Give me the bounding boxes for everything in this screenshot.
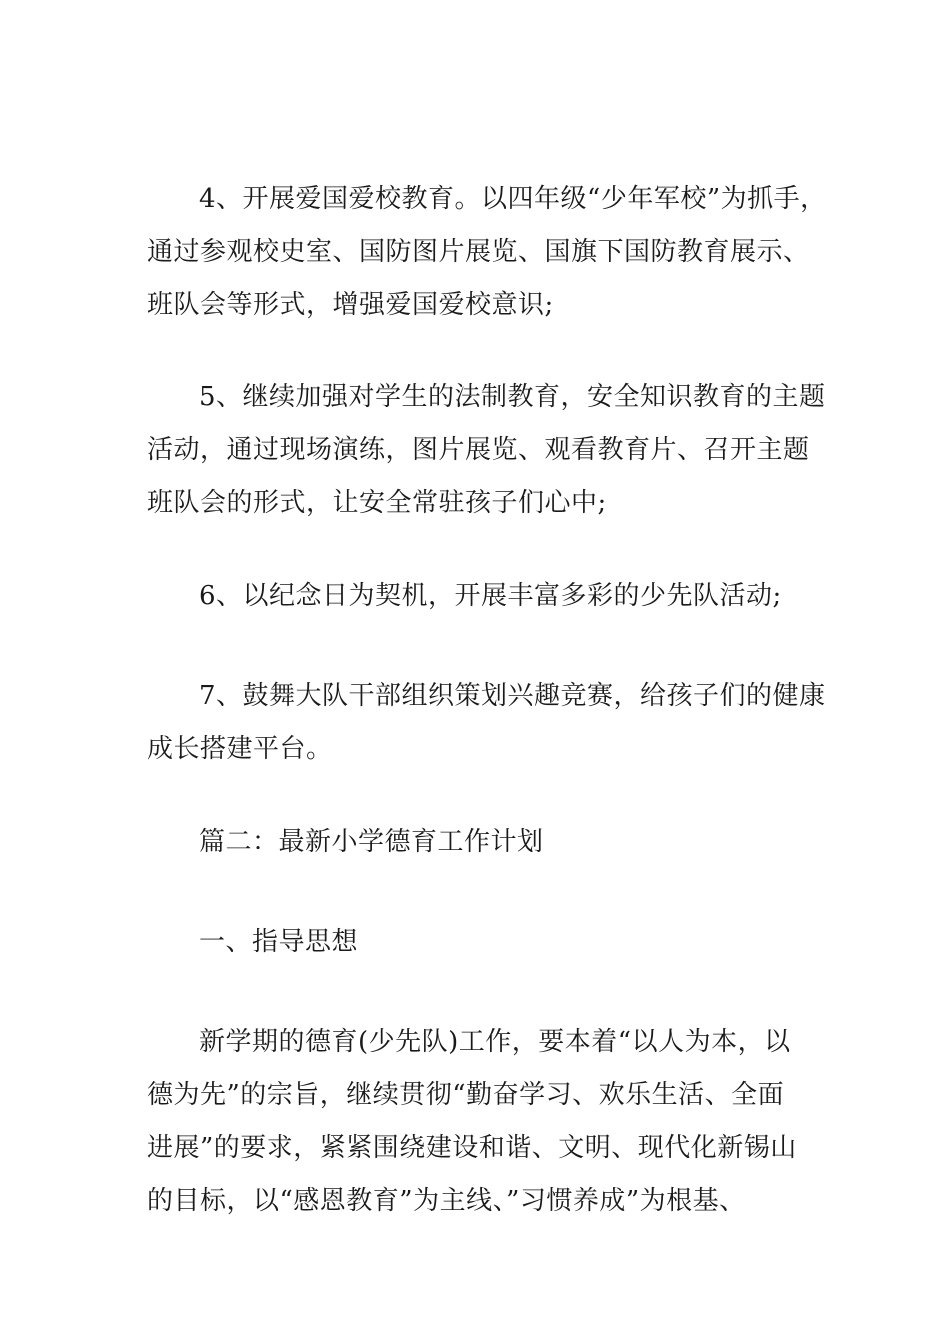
text-line: 班队会等形式，增强爱国爱校意识; [147, 290, 554, 320]
paragraph-guiding-ideology [147, 1016, 827, 1228]
section-title-text: 篇二：最新小学德育工作计划 [199, 827, 544, 857]
subsection-heading-text: 一、指导思想 [199, 927, 359, 957]
text-line: 成长搭建平台。 [147, 734, 333, 764]
text-line: 德为先”的宗旨，继续贯彻“勤奋学习、欢乐生活、全面 [147, 1080, 785, 1110]
paragraph-commemoration-activities [147, 570, 827, 623]
text-line: 班队会的形式，让安全常驻孩子们心中; [147, 488, 607, 518]
text-line: 4、开展爱国爱校教育。以四年级“少年军校”为抓手， [199, 184, 827, 214]
paragraph-legal-safety-education [147, 371, 827, 530]
text-line: 5、继续加强对学生的法制教育，安全知识教育的主题 [199, 382, 826, 412]
subsection-heading [147, 916, 827, 969]
text-line: 的目标，以“感恩教育”为主线、”习惯养成”为根基、 [147, 1186, 746, 1216]
text-line: 新学期的德育(少先队)工作，要本着“以人为本，以 [199, 1027, 791, 1057]
text-line: 7、鼓舞大队干部组织策划兴趣竞赛，给孩子们的健康 [199, 681, 826, 711]
text-line: 6、以纪念日为契机，开展丰富多彩的少先队活动; [199, 581, 782, 611]
paragraph-interest-competition [147, 670, 827, 776]
paragraph-patriotic-education [147, 173, 827, 332]
text-line: 通过参观校史室、国防图片展览、国旗下国防教育展示、 [147, 237, 810, 267]
text-line: 活动，通过现场演练，图片展览、观看教育片、召开主题 [147, 435, 810, 465]
text-line: 进展”的要求，紧紧围绕建设和谐、文明、现代化新锡山 [147, 1133, 797, 1163]
section-title [147, 816, 827, 869]
